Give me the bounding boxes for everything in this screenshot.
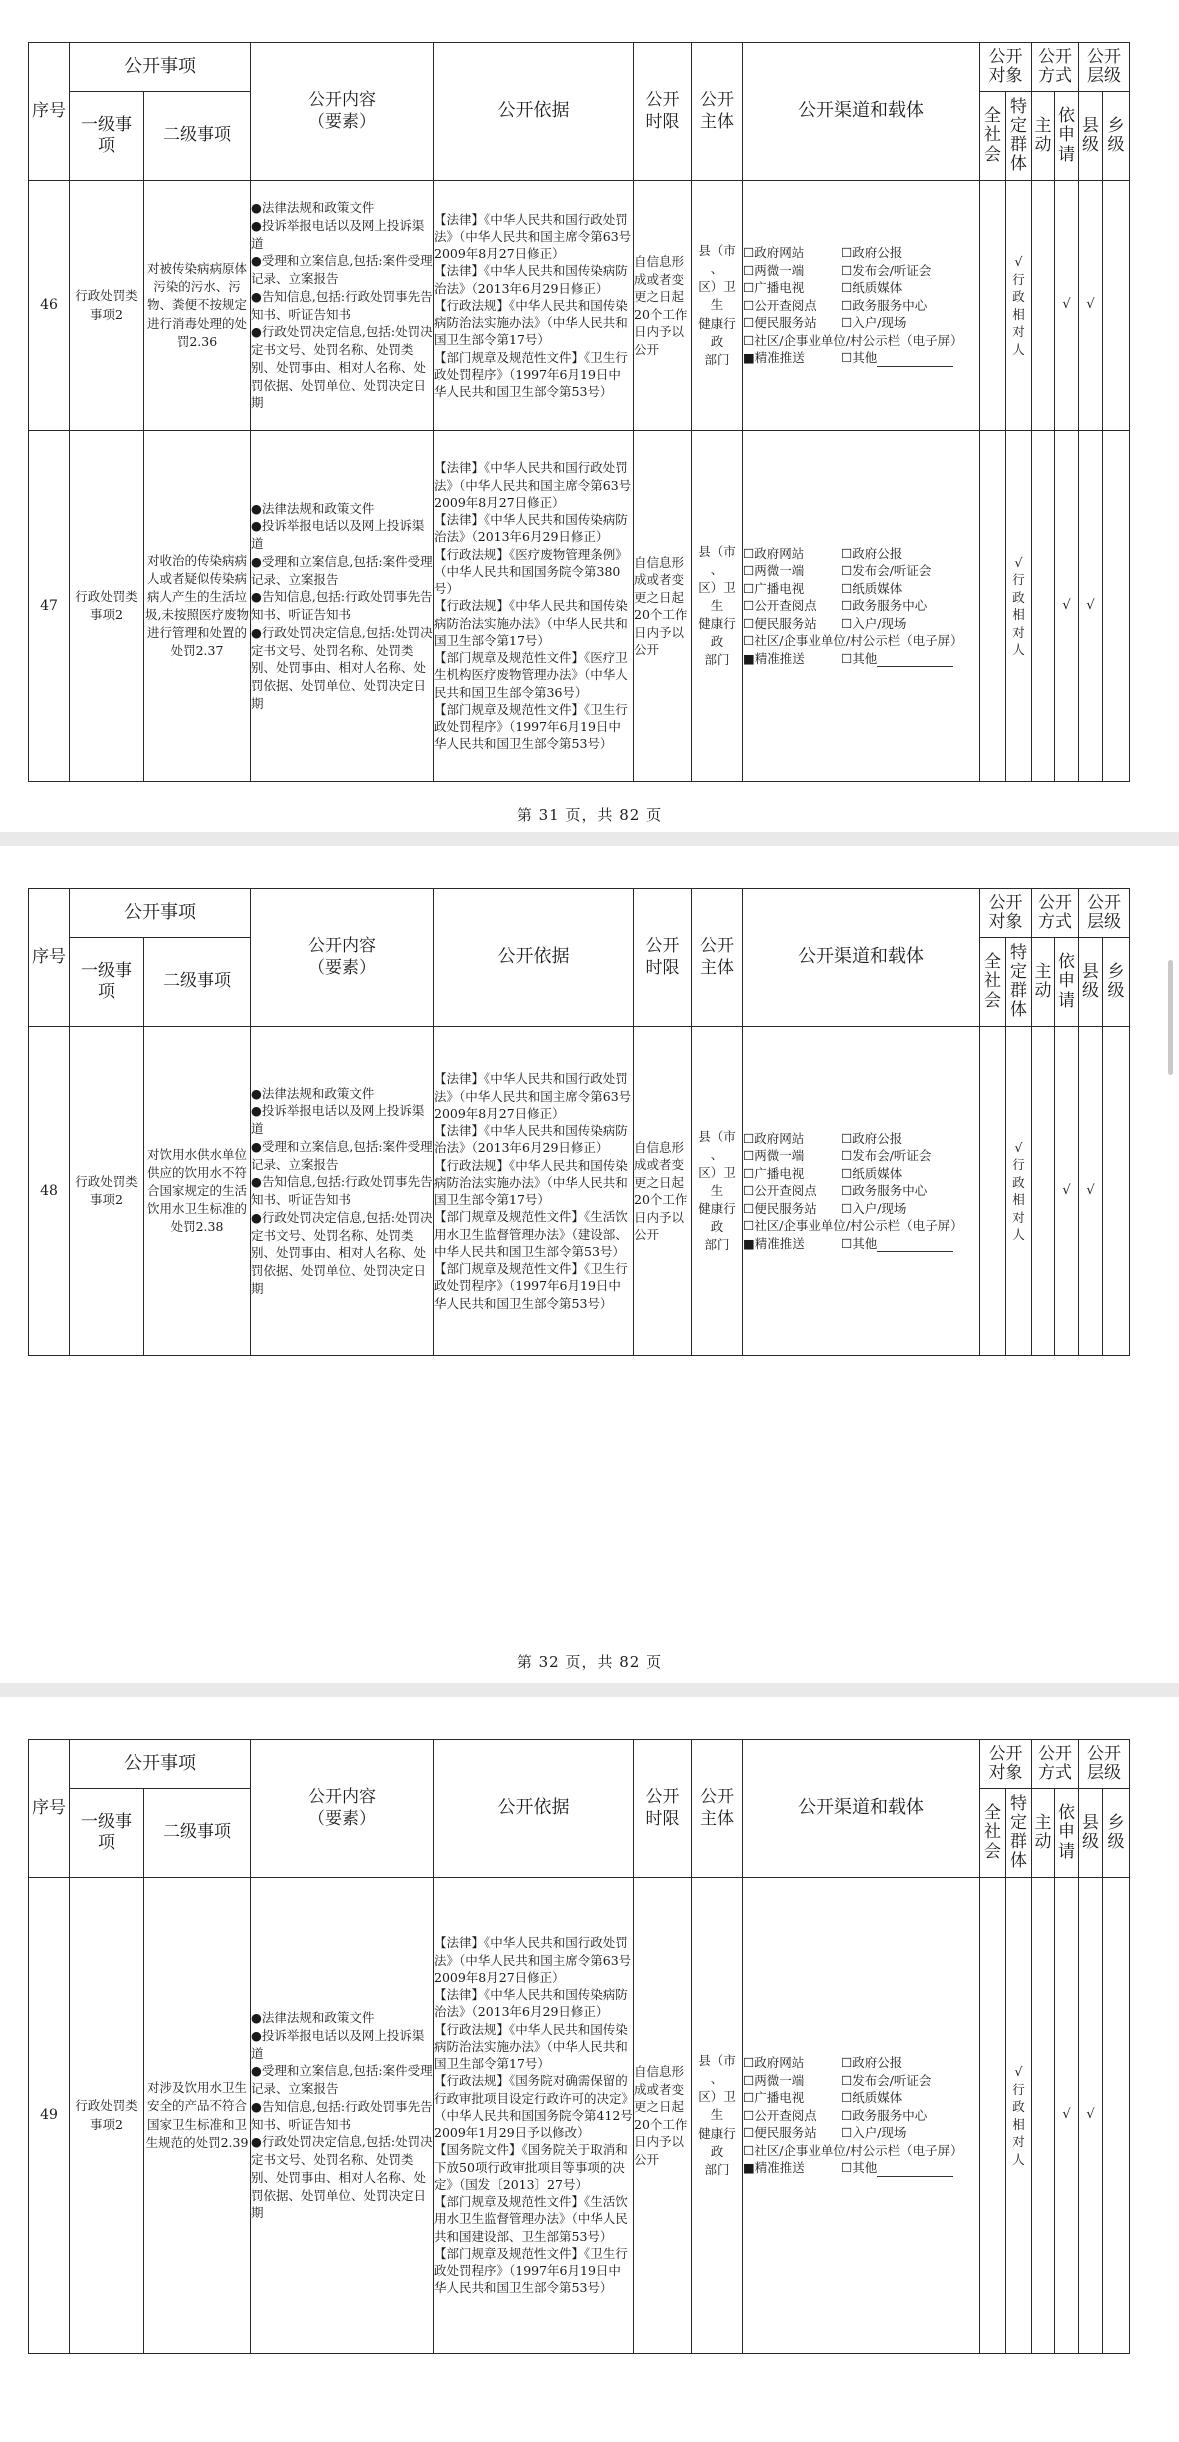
- col-county: 县 级: [1079, 92, 1103, 181]
- col-basis: 公开依据: [434, 889, 634, 1027]
- scrollbar[interactable]: [1168, 960, 1173, 1075]
- channel-option: ☐入户/现场: [841, 615, 907, 631]
- col-seq: 序号: [29, 889, 70, 1027]
- channel-option: ☐政务服务中心: [841, 297, 928, 313]
- col-level1: 一级事 项: [70, 1789, 144, 1878]
- row-seq: 48: [29, 1027, 70, 1356]
- content-line: ●受理和立案信息,包括:案件受理记录、立案报告: [251, 2063, 433, 2096]
- row-active: [1032, 1878, 1055, 2354]
- channel-option: ☐纸质媒体: [841, 580, 903, 596]
- col-obj: 公开 对象: [980, 1740, 1032, 1789]
- col-level2: 二级事项: [144, 1789, 251, 1878]
- row-channels: [743, 1027, 980, 1356]
- page-footer: 第 31 页，共 82 页: [516, 806, 663, 824]
- channel-option: ☐广播电视: [743, 580, 805, 596]
- basis-line: 【法律】《中华人民共和国传染病防治法》（2013年6月29日修正）: [434, 1987, 628, 2020]
- row-limit: 自信息形成或者变更之日起20个工作日内予以公开: [634, 181, 692, 431]
- row-specific: √ 行 政 相 对 人: [1006, 431, 1032, 782]
- disclosure-table: [28, 888, 1130, 1356]
- basis-line: 【部门规章及规范性文件】《卫生行政处罚程序》（1997年6月19日中华人民共和国卫生部令第53号）: [434, 2245, 628, 2296]
- col-seq: 序号: [29, 1740, 70, 1878]
- col-town: 乡 级: [1103, 92, 1130, 181]
- channel-option: ☐政务服务中心: [841, 598, 928, 614]
- basis-line: 【部门规章及规范性文件】《卫生行政处罚程序》（1997年6月19日中华人民共和国卫生部令第53号）: [434, 701, 628, 752]
- channel-option: ☐发布会/听证会: [841, 262, 932, 278]
- content-line: ●行政处罚决定信息,包括:处罚决定书文号、处罚名称、处罚类别、处罚事由、相对人名称、处罚依据、处罚单位、处罚决定日期: [251, 2134, 433, 2221]
- row-content: [251, 181, 434, 431]
- channel-option: ☐纸质媒体: [841, 1165, 903, 1181]
- row-limit: 自信息形成或者变更之日起20个工作日内予以公开: [634, 431, 692, 782]
- content-line: ●投诉举报电话以及网上投诉渠道: [251, 2027, 425, 2061]
- channel-option: ☐社区/企事业单位/村公示栏（电子屏）: [743, 633, 963, 649]
- content-line: ●投诉举报电话以及网上投诉渠道: [251, 1103, 425, 1136]
- content-line: ●受理和立案信息,包括:案件受理记录、立案报告: [251, 553, 433, 587]
- row-town: [1103, 1027, 1130, 1356]
- row-limit: 自信息形成或者变更之日起20个工作日内予以公开: [634, 1027, 692, 1356]
- row-level2: 对收治的传染病病人或者疑似传染病病人产生的生活垃圾,未按照医疗废物进行管理和处置的处罚2.37: [144, 431, 251, 782]
- channel-option: ☐社区/企事业单位/村公示栏（电子屏）: [743, 332, 963, 348]
- row-county: √: [1079, 1027, 1103, 1356]
- table-row: [29, 1027, 1130, 1356]
- channel-option: ☐社区/企事业单位/村公示栏（电子屏）: [743, 1218, 963, 1234]
- row-level1: 行政处罚类事项2: [70, 1027, 144, 1356]
- channel-option: ☐两微一端: [743, 262, 805, 278]
- row-specific: √ 行 政 相 对 人: [1006, 1027, 1032, 1356]
- row-level1: 行政处罚类事项2: [70, 431, 144, 782]
- row-apply: √: [1055, 1878, 1079, 2354]
- row-all: [980, 1878, 1006, 2354]
- col-all: 全 社 会: [980, 92, 1006, 181]
- col-method: 公开 方式: [1032, 889, 1079, 938]
- row-subject: 县（市 、 区）卫 生 健康行 政 部门: [692, 431, 743, 782]
- basis-line: 【部门规章及规范性文件】《生活饮用水卫生监督管理办法》（建设部、中华人民共和国卫生部令第53号）: [434, 1209, 628, 1259]
- channel-option: ☐公开查阅点: [743, 297, 817, 313]
- col-layer: 公开 层级: [1079, 1740, 1130, 1789]
- channel-option: ☐发布会/听证会: [841, 1148, 932, 1164]
- col-channels: 公开渠道和载体: [743, 1740, 980, 1878]
- basis-line: 【部门规章及规范性文件】《医疗卫生机构医疗废物管理办法》（中华人民共和国卫生部令第36号）: [434, 650, 628, 700]
- row-specific: √ 行 政 相 对 人: [1006, 1878, 1032, 2354]
- channel-other-label: ☐其他: [841, 1235, 878, 1251]
- table-row: [29, 1878, 1130, 2354]
- channel-option: ☐便民服务站: [743, 2125, 817, 2141]
- content-line: ●告知信息,包括:行政处罚事先告知书、听证告知书: [251, 589, 433, 622]
- basis-line: 【法律】《中华人民共和国传染病防治法》（2013年6月29日修正）: [434, 1123, 628, 1156]
- row-basis: [434, 1878, 634, 2354]
- row-level1: 行政处罚类事项2: [70, 1878, 144, 2354]
- row-content: [251, 431, 434, 782]
- row-seq: 46: [29, 181, 70, 431]
- channel-option: ☐两微一端: [743, 1148, 805, 1164]
- row-specific: √ 行 政 相 对 人: [1006, 181, 1032, 431]
- row-all: [980, 1027, 1006, 1356]
- col-county: 县 级: [1079, 938, 1103, 1027]
- content-line: ●告知信息,包括:行政处罚事先告知书、听证告知书: [251, 2098, 433, 2132]
- content-line: ●法律法规和政策文件: [251, 500, 375, 516]
- col-content: 公开内容 （要素）: [251, 1740, 434, 1878]
- row-level2: 对被传染病病原体污染的污水、污物、粪便不按规定进行消毒处理的处罚2.36: [144, 181, 251, 431]
- col-level2: 二级事项: [144, 938, 251, 1027]
- row-apply: √: [1055, 181, 1079, 431]
- basis-line: 【行政法规】《中华人民共和国传染病防治法实施办法》（中华人民共和国卫生部令第17号）: [434, 1157, 628, 1207]
- col-specific: 特 定 群 体: [1006, 92, 1032, 181]
- blank-line: [877, 354, 953, 367]
- basis-line: 【行政法规】《中华人民共和国传染病防治法实施办法》（中华人民共和国卫生部令第17号）: [434, 297, 628, 348]
- col-limit: 公开 时限: [634, 889, 692, 1027]
- basis-line: 【法律】《中华人民共和国传染病防治法》（2013年6月29日修正）: [434, 512, 628, 545]
- row-county: √: [1079, 1878, 1103, 2354]
- channel-option: ☐政务服务中心: [841, 2107, 928, 2123]
- row-town: [1103, 181, 1130, 431]
- channel-option: ☐纸质媒体: [841, 280, 903, 296]
- content-line: ●法律法规和政策文件: [251, 2010, 375, 2025]
- col-obj: 公开 对象: [980, 889, 1032, 938]
- row-basis: [434, 1027, 634, 1356]
- col-method: 公开 方式: [1032, 43, 1079, 92]
- document-page-33: [0, 1697, 1179, 2442]
- col-limit: 公开 时限: [634, 43, 692, 181]
- row-channels: [743, 181, 980, 431]
- channel-option: ☐社区/企事业单位/村公示栏（电子屏）: [743, 2142, 963, 2158]
- col-basis: 公开依据: [434, 1740, 634, 1878]
- content-line: ●受理和立案信息,包括:案件受理记录、立案报告: [251, 1138, 433, 1172]
- blank-line: [877, 654, 953, 667]
- channel-option: ☐发布会/听证会: [841, 2072, 932, 2088]
- row-apply: √: [1055, 431, 1079, 782]
- row-content: [251, 1878, 434, 2354]
- channel-option: ☐入户/现场: [841, 315, 907, 331]
- col-items: 公开事项: [70, 889, 251, 938]
- row-subject: 县（市 、 区）卫 生 健康行 政 部门: [692, 1027, 743, 1356]
- channel-push: ■精准推送: [743, 650, 805, 666]
- basis-line: 【法律】《中华人民共和国传染病防治法》（2013年6月29日修正）: [434, 263, 628, 296]
- row-subject: 县（市 、 区）卫 生 健康行 政 部门: [692, 1878, 743, 2354]
- col-content: 公开内容 （要素）: [251, 889, 434, 1027]
- col-channels: 公开渠道和载体: [743, 43, 980, 181]
- row-channels: [743, 1878, 980, 2354]
- row-town: [1103, 1878, 1130, 2354]
- basis-line: 【部门规章及规范性文件】《生活饮用水卫生监督管理办法》（中华人民共和国建设部、卫生部第53号）: [434, 2194, 628, 2244]
- content-line: ●投诉举报电话以及网上投诉渠道: [251, 518, 425, 551]
- channel-other: [841, 2159, 979, 2177]
- basis-line: 【部门规章及规范性文件】《卫生行政处罚程序》（1997年6月19日中华人民共和国卫生部令第53号）: [434, 349, 628, 400]
- row-active: [1032, 181, 1055, 431]
- basis-line: 【行政法规】《中华人民共和国传染病防治法实施办法》（中华人民共和国卫生部令第17号）: [434, 2021, 628, 2072]
- basis-line: 【行政法规】《国务院对确需保留的行政审批项目设定行政许可的决定》（中华人民共和国国务院令第412号2009年1月29日予以修改）: [434, 2073, 633, 2141]
- channel-option: ☐便民服务站: [743, 615, 817, 631]
- channel-option: ☐便民服务站: [743, 1200, 817, 1216]
- channel-option: ☐政府网站: [743, 1130, 805, 1146]
- col-level1: 一级事 项: [70, 938, 144, 1027]
- col-town: 乡 级: [1103, 938, 1130, 1027]
- channel-push: ■精准推送: [743, 350, 805, 366]
- col-town: 乡 级: [1103, 1789, 1130, 1878]
- channel-option: ☐纸质媒体: [841, 2090, 903, 2106]
- row-basis: [434, 431, 634, 782]
- col-layer: 公开 层级: [1079, 889, 1130, 938]
- col-subject: 公开 主体: [692, 1740, 743, 1878]
- channel-other: [841, 650, 979, 668]
- channel-other: [841, 349, 979, 367]
- channel-other: [841, 1235, 979, 1253]
- channel-option: ☐广播电视: [743, 2090, 805, 2106]
- channel-option: ☐政府公报: [841, 1130, 903, 1146]
- row-channels: [743, 431, 980, 782]
- col-method: 公开 方式: [1032, 1740, 1079, 1789]
- row-level1: 行政处罚类事项2: [70, 181, 144, 431]
- col-items: 公开事项: [70, 43, 251, 92]
- disclosure-table: [28, 1739, 1130, 2354]
- disclosure-table: [28, 42, 1130, 782]
- channel-push: ■精准推送: [743, 2160, 805, 2176]
- content-line: ●告知信息,包括:行政处罚事先告知书、听证告知书: [251, 1174, 433, 1207]
- channel-other-label: ☐其他: [841, 350, 878, 366]
- col-active: 主 动: [1032, 1789, 1055, 1878]
- channel-other-label: ☐其他: [841, 650, 878, 666]
- channel-option: ☐政府网站: [743, 545, 805, 561]
- col-basis: 公开依据: [434, 43, 634, 181]
- document-page-31: [0, 0, 1179, 832]
- row-apply: √: [1055, 1027, 1079, 1356]
- row-county: √: [1079, 431, 1103, 782]
- channel-option: ☐入户/现场: [841, 1200, 907, 1216]
- content-line: ●法律法规和政策文件: [251, 200, 375, 215]
- channel-option: ☐公开查阅点: [743, 598, 817, 614]
- page-footer: 第 32 页，共 82 页: [516, 1653, 663, 1671]
- basis-line: 【部门规章及规范性文件】《卫生行政处罚程序》（1997年6月19日中华人民共和国卫生部令第53号）: [434, 1261, 628, 1311]
- row-seq: 47: [29, 431, 70, 782]
- document-page-32: [0, 846, 1179, 1683]
- table-row: [29, 181, 1130, 431]
- col-specific: 特 定 群 体: [1006, 1789, 1032, 1878]
- basis-line: 【法律】《中华人民共和国行政处罚法》（中华人民共和国主席令第63号2009年8月27日修正）: [434, 1071, 632, 1121]
- row-subject: 县（市 、 区）卫 生 健康行 政 部门: [692, 181, 743, 431]
- col-seq: 序号: [29, 43, 70, 181]
- channel-option: ☐政府公报: [841, 2055, 903, 2071]
- col-all: 全 社 会: [980, 938, 1006, 1027]
- basis-line: 【法律】《中华人民共和国行政处罚法》（中华人民共和国主席令第63号2009年8月27日修正）: [434, 211, 632, 262]
- col-county: 县 级: [1079, 1789, 1103, 1878]
- col-channels: 公开渠道和载体: [743, 889, 980, 1027]
- blank-line: [877, 1239, 953, 1252]
- row-limit: 自信息形成或者变更之日起20个工作日内予以公开: [634, 1878, 692, 2354]
- row-active: [1032, 431, 1055, 782]
- row-county: √: [1079, 181, 1103, 431]
- row-content: [251, 1027, 434, 1356]
- channel-option: ☐入户/现场: [841, 2125, 907, 2141]
- basis-line: 【行政法规】《中华人民共和国传染病防治法实施办法》（中华人民共和国卫生部令第17号）: [434, 598, 628, 648]
- channel-option: ☐公开查阅点: [743, 2107, 817, 2123]
- channel-option: ☐广播电视: [743, 280, 805, 296]
- basis-line: 【行政法规】《医疗废物管理条例》（中华人民共和国国务院令第380号）: [434, 546, 628, 597]
- col-level2: 二级事项: [144, 92, 251, 181]
- col-all: 全 社 会: [980, 1789, 1006, 1878]
- channel-option: ☐政府网站: [743, 245, 805, 261]
- channel-option: ☐广播电视: [743, 1165, 805, 1181]
- content-line: ●行政处罚决定信息,包括:处罚决定书文号、处罚名称、处罚类别、处罚事由、相对人名称、处罚依据、处罚单位、处罚决定日期: [251, 624, 433, 711]
- content-line: ●行政处罚决定信息,包括:处罚决定书文号、处罚名称、处罚类别、处罚事由、相对人名称、处罚依据、处罚单位、处罚决定日期: [251, 1209, 433, 1296]
- table-row: [29, 431, 1130, 782]
- channel-option: ☐公开查阅点: [743, 1183, 817, 1199]
- channel-option: ☐两微一端: [743, 2072, 805, 2088]
- basis-line: 【法律】《中华人民共和国行政处罚法》（中华人民共和国主席令第63号2009年8月27日修正）: [434, 460, 632, 510]
- col-subject: 公开 主体: [692, 43, 743, 181]
- col-content: 公开内容 （要素）: [251, 43, 434, 181]
- channel-option: ☐两微一端: [743, 563, 805, 579]
- row-basis: [434, 181, 634, 431]
- channel-option: ☐政府公报: [841, 245, 903, 261]
- col-apply: 依 申 请: [1055, 938, 1079, 1027]
- col-obj: 公开 对象: [980, 43, 1032, 92]
- basis-line: 【法律】《中华人民共和国行政处罚法》（中华人民共和国主席令第63号2009年8月27日修正）: [434, 1935, 632, 1985]
- row-all: [980, 181, 1006, 431]
- row-all: [980, 431, 1006, 782]
- col-limit: 公开 时限: [634, 1740, 692, 1878]
- row-level2: 对饮用水供水单位供应的饮用水不符合国家规定的生活饮用水卫生标准的处罚2.38: [144, 1027, 251, 1356]
- col-apply: 依 申 请: [1055, 1789, 1079, 1878]
- content-line: ●法律法规和政策文件: [251, 1085, 375, 1101]
- channel-option: ☐政府网站: [743, 2055, 805, 2071]
- row-level2: 对涉及饮用水卫生安全的产品不符合国家卫生标准和卫生规范的处罚2.39: [144, 1878, 251, 2354]
- col-items: 公开事项: [70, 1740, 251, 1789]
- col-specific: 特 定 群 体: [1006, 938, 1032, 1027]
- col-layer: 公开 层级: [1079, 43, 1130, 92]
- channel-option: ☐便民服务站: [743, 315, 817, 331]
- content-line: ●投诉举报电话以及网上投诉渠道: [251, 217, 425, 251]
- channel-push: ■精准推送: [743, 1235, 805, 1251]
- content-line: ●行政处罚决定信息,包括:处罚决定书文号、处罚名称、处罚类别、处罚事由、相对人名称、处罚依据、处罚单位、处罚决定日期: [251, 324, 433, 411]
- basis-line: 【国务院文件】《国务院关于取消和下放50项行政审批项目等事项的决定》（国发〔2013〕27号）: [434, 2142, 628, 2192]
- row-seq: 49: [29, 1878, 70, 2354]
- col-subject: 公开 主体: [692, 889, 743, 1027]
- row-town: [1103, 431, 1130, 782]
- row-active: [1032, 1027, 1055, 1356]
- blank-line: [877, 2164, 953, 2177]
- col-apply: 依 申 请: [1055, 92, 1079, 181]
- content-line: ●受理和立案信息,包括:案件受理记录、立案报告: [251, 253, 433, 286]
- channel-option: ☐发布会/听证会: [841, 563, 932, 579]
- col-active: 主 动: [1032, 92, 1055, 181]
- channel-option: ☐政府公报: [841, 545, 903, 561]
- col-level1: 一级事 项: [70, 92, 144, 181]
- content-line: ●告知信息,包括:行政处罚事先告知书、听证告知书: [251, 288, 433, 322]
- col-active: 主 动: [1032, 938, 1055, 1027]
- channel-other-label: ☐其他: [841, 2160, 878, 2176]
- channel-option: ☐政务服务中心: [841, 1183, 928, 1199]
